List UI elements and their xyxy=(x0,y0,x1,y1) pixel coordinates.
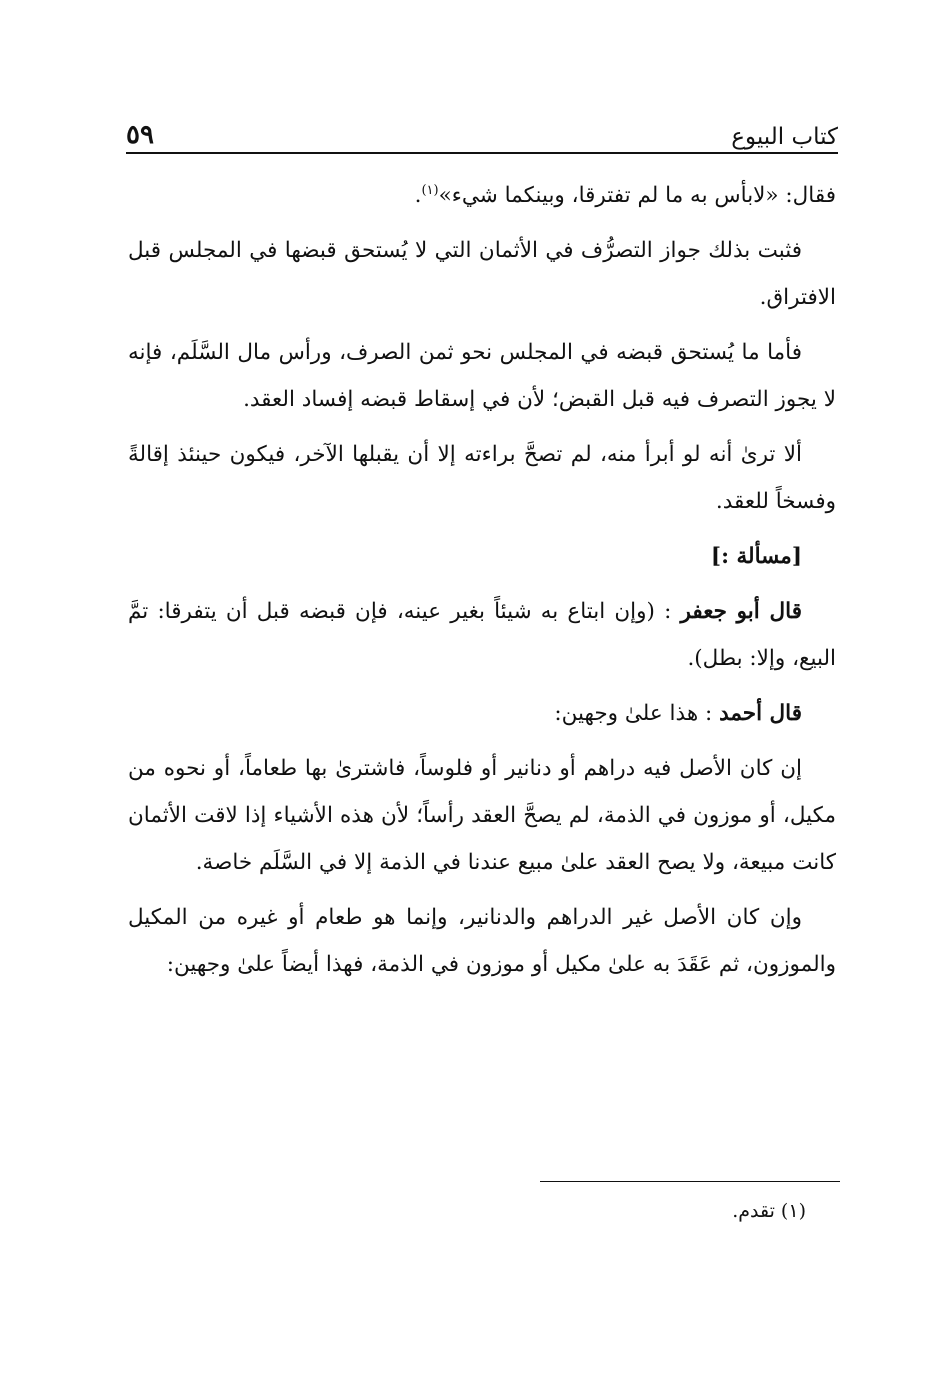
paragraph-1-text: فقال: «لابأس به ما لم تفترقا، وبينكما شيء» xyxy=(438,183,836,208)
paragraph-5 xyxy=(128,588,836,682)
page-header xyxy=(126,108,838,150)
paragraph-8: وإن كان الأصل غير الدراهم والدنانير، وإنما هو طعام أو غيره من المكيل والموزون، ثم عَقَدَ به علىٰ مكيل أو موزون في الذمة، فهذا أيضاً علىٰ وجهين: xyxy=(128,905,836,977)
footnote-marker-1: (١) xyxy=(421,182,439,198)
paragraph-6-text: : هذا علىٰ وجهين: xyxy=(554,701,713,726)
paragraph-3: فأما ما يُستحق قبضه في المجلس نحو ثمن الصرف، ورأس مال السَّلَم، فإنه لا يجوز التصرف فيه قبل القبض؛ لأن في إسقاط قبضه إفساد العقد. xyxy=(128,340,836,412)
speaker-ahmad: قال أحمد xyxy=(719,701,802,726)
main-text xyxy=(128,172,836,996)
paragraph-4: ألا ترىٰ أنه لو أبرأ منه، لم تصحَّ براءته إلا أن يقبلها الآخر، فيكون حينئذ إقالةً وفسخاً للعقد. xyxy=(128,442,836,514)
footnote-1: (١) تقدم. xyxy=(732,1200,806,1222)
speaker-abu-jafar: قال أبو جعفر xyxy=(680,599,802,624)
running-title: كتاب البيوع xyxy=(731,124,838,150)
paragraph-1 xyxy=(128,172,836,219)
paragraph-5-text: : (وإن ابتاع به شيئاً بغير عينه، فإن قبضه قبل أن يتفرقا: تمَّ البيع، وإلا: بطل). xyxy=(128,599,836,671)
section-heading: [مسألة :] xyxy=(710,544,802,569)
footnotes xyxy=(128,1196,836,1226)
page-number: ٥٩ xyxy=(126,120,154,150)
paragraph-1-end: . xyxy=(414,183,422,208)
paragraph-2: فثبت بذلك جواز التصرُّف في الأثمان التي لا يُستحق قبضها في المجلس قبل الافتراق. xyxy=(128,238,836,310)
header-divider xyxy=(126,152,838,154)
paragraph-6 xyxy=(128,690,836,737)
paragraph-7: إن كان الأصل فيه دراهم أو دنانير أو فلوساً، فاشترىٰ بها طعاماً، أو نحوه من مكيل، أو موزون في الذمة، لم يصحَّ العقد رأساً؛ لأن هذه الأشياء إذا لاقت الأثمان كانت مبيعة، ولا يصح العقد علىٰ مبيع عندنا في الذمة إلا في السَّلَم خاصة. xyxy=(128,756,836,875)
footnote-divider xyxy=(540,1181,840,1182)
